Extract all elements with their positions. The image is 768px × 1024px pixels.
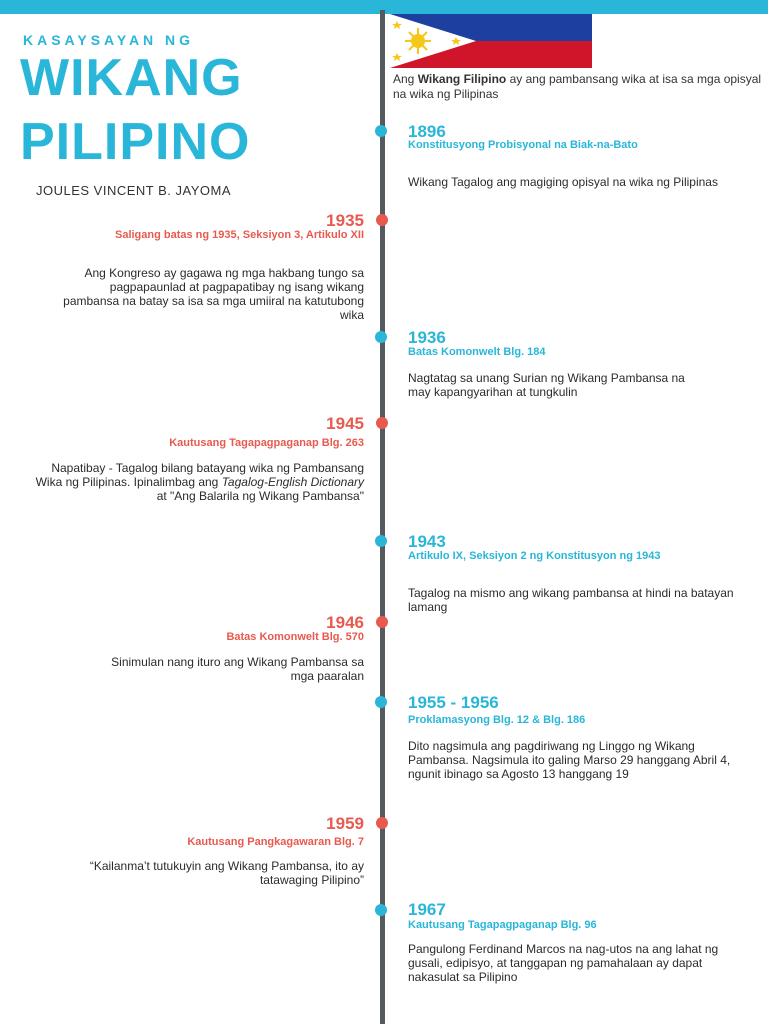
event-1945-desc: Napatibay - Tagalog bilang batayang wika ng Pambansang Wika ng Pilipinas. Ipinalimbag ang Tagalog-English Dictionary at "Ang Balarila ng Wikang Pambansa" — [35, 461, 364, 503]
event-1955-1956-desc: Dito nagsimula ang pagdiriwang ng Linggo ng Wikang Pambansa. Nagsimula ito galing Marso 29 hanggang Abril 4, ngunit ibinago sa Agosto 13 hanggang 19 — [408, 739, 731, 781]
timeline-dot-1943 — [375, 535, 387, 547]
event-1959-desc: “Kailanma’t tutukuyin ang Wikang Pambansa, ito ay tatawaging Pilipino” — [89, 859, 364, 887]
event-1935-year: 1935 — [326, 211, 364, 230]
event-1945-title: Kautusang Tagapagpaganap Blg. 263 — [169, 437, 364, 449]
timeline-dot-1945 — [376, 417, 388, 429]
event-1943-year: 1943 — [408, 532, 446, 551]
timeline-dot-1946 — [376, 616, 388, 628]
header-supertitle: KASAYSAYAN NG — [23, 32, 195, 48]
timeline-dot-1896 — [375, 125, 387, 137]
header-title-line1: WIKANG — [20, 49, 243, 107]
event-1943-title: Artikulo IX, Seksiyon 2 ng Konstitusyon ng 1943 — [408, 550, 661, 562]
event-1955-1956-year: 1955 - 1956 — [408, 693, 499, 712]
event-1946-year: 1946 — [326, 613, 364, 632]
event-1946-desc: Sinimulan nang ituro ang Wikang Pambansa sa mga paaralan — [111, 655, 364, 683]
event-1936-desc: Nagtatag sa unang Surian ng Wikang Pambansa na may kapangyarihan at tungkulin — [408, 371, 685, 399]
event-1896-desc: Wikang Tagalog ang magiging opisyal na wika ng Pilipinas — [408, 175, 718, 189]
event-1935-title: Saligang batas ng 1935, Seksiyon 3, Artikulo XII — [114, 229, 364, 241]
timeline-dot-1955-1956 — [375, 696, 387, 708]
event-1935-desc: Ang Kongreso ay gagawa ng mga hakbang tungo sa pagpapaunlad at pagpapatibay ng isang wikang pambansa na batay sa isa sa mga umiiral na katutubong wika — [63, 266, 364, 322]
event-1945-year: 1945 — [326, 414, 364, 433]
event-1946-title: Batas Komonwelt Blg. 570 — [226, 631, 364, 643]
timeline-dot-1936 — [375, 331, 387, 343]
event-1936-title: Batas Komonwelt Blg. 184 — [408, 346, 546, 358]
event-1959-title: Kautusang Pangkagawaran Blg. 7 — [187, 836, 364, 848]
event-1967-year: 1967 — [408, 900, 446, 919]
event-1896-title: Konstitusyong Probisyonal na Biak-na-Bato — [408, 139, 638, 151]
author-name: JOULES VINCENT B. JAYOMA — [36, 183, 232, 198]
event-1936-year: 1936 — [408, 328, 446, 347]
timeline-dot-1935 — [376, 214, 388, 226]
philippine-flag-icon — [390, 14, 592, 68]
timeline-dot-1959 — [376, 817, 388, 829]
intro-text: Ang Wikang Filipino ay ang pambansang wika at isa sa mga opisyal na wika ng Pilipinas — [393, 72, 762, 101]
event-1943-desc: Tagalog na mismo ang wikang pambansa at hindi na batayan lamang — [408, 586, 734, 614]
timeline-spine — [380, 10, 385, 1024]
event-1967-desc: Pangulong Ferdinand Marcos na nag-utos na ang lahat ng gusali, edipisyo, at tanggapan ng pamahalaan ay dapat nakasulat sa Pilipino — [408, 942, 719, 984]
event-1955-1956-title: Proklamasyong Blg. 12 & Blg. 186 — [408, 714, 586, 726]
header-title-line2: PILIPINO — [20, 113, 251, 171]
timeline-dot-1967 — [375, 904, 387, 916]
event-1896-year: 1896 — [408, 122, 446, 141]
event-1959-year: 1959 — [326, 814, 364, 833]
event-1967-title: Kautusang Tagapagpaganap Blg. 96 — [408, 919, 597, 931]
